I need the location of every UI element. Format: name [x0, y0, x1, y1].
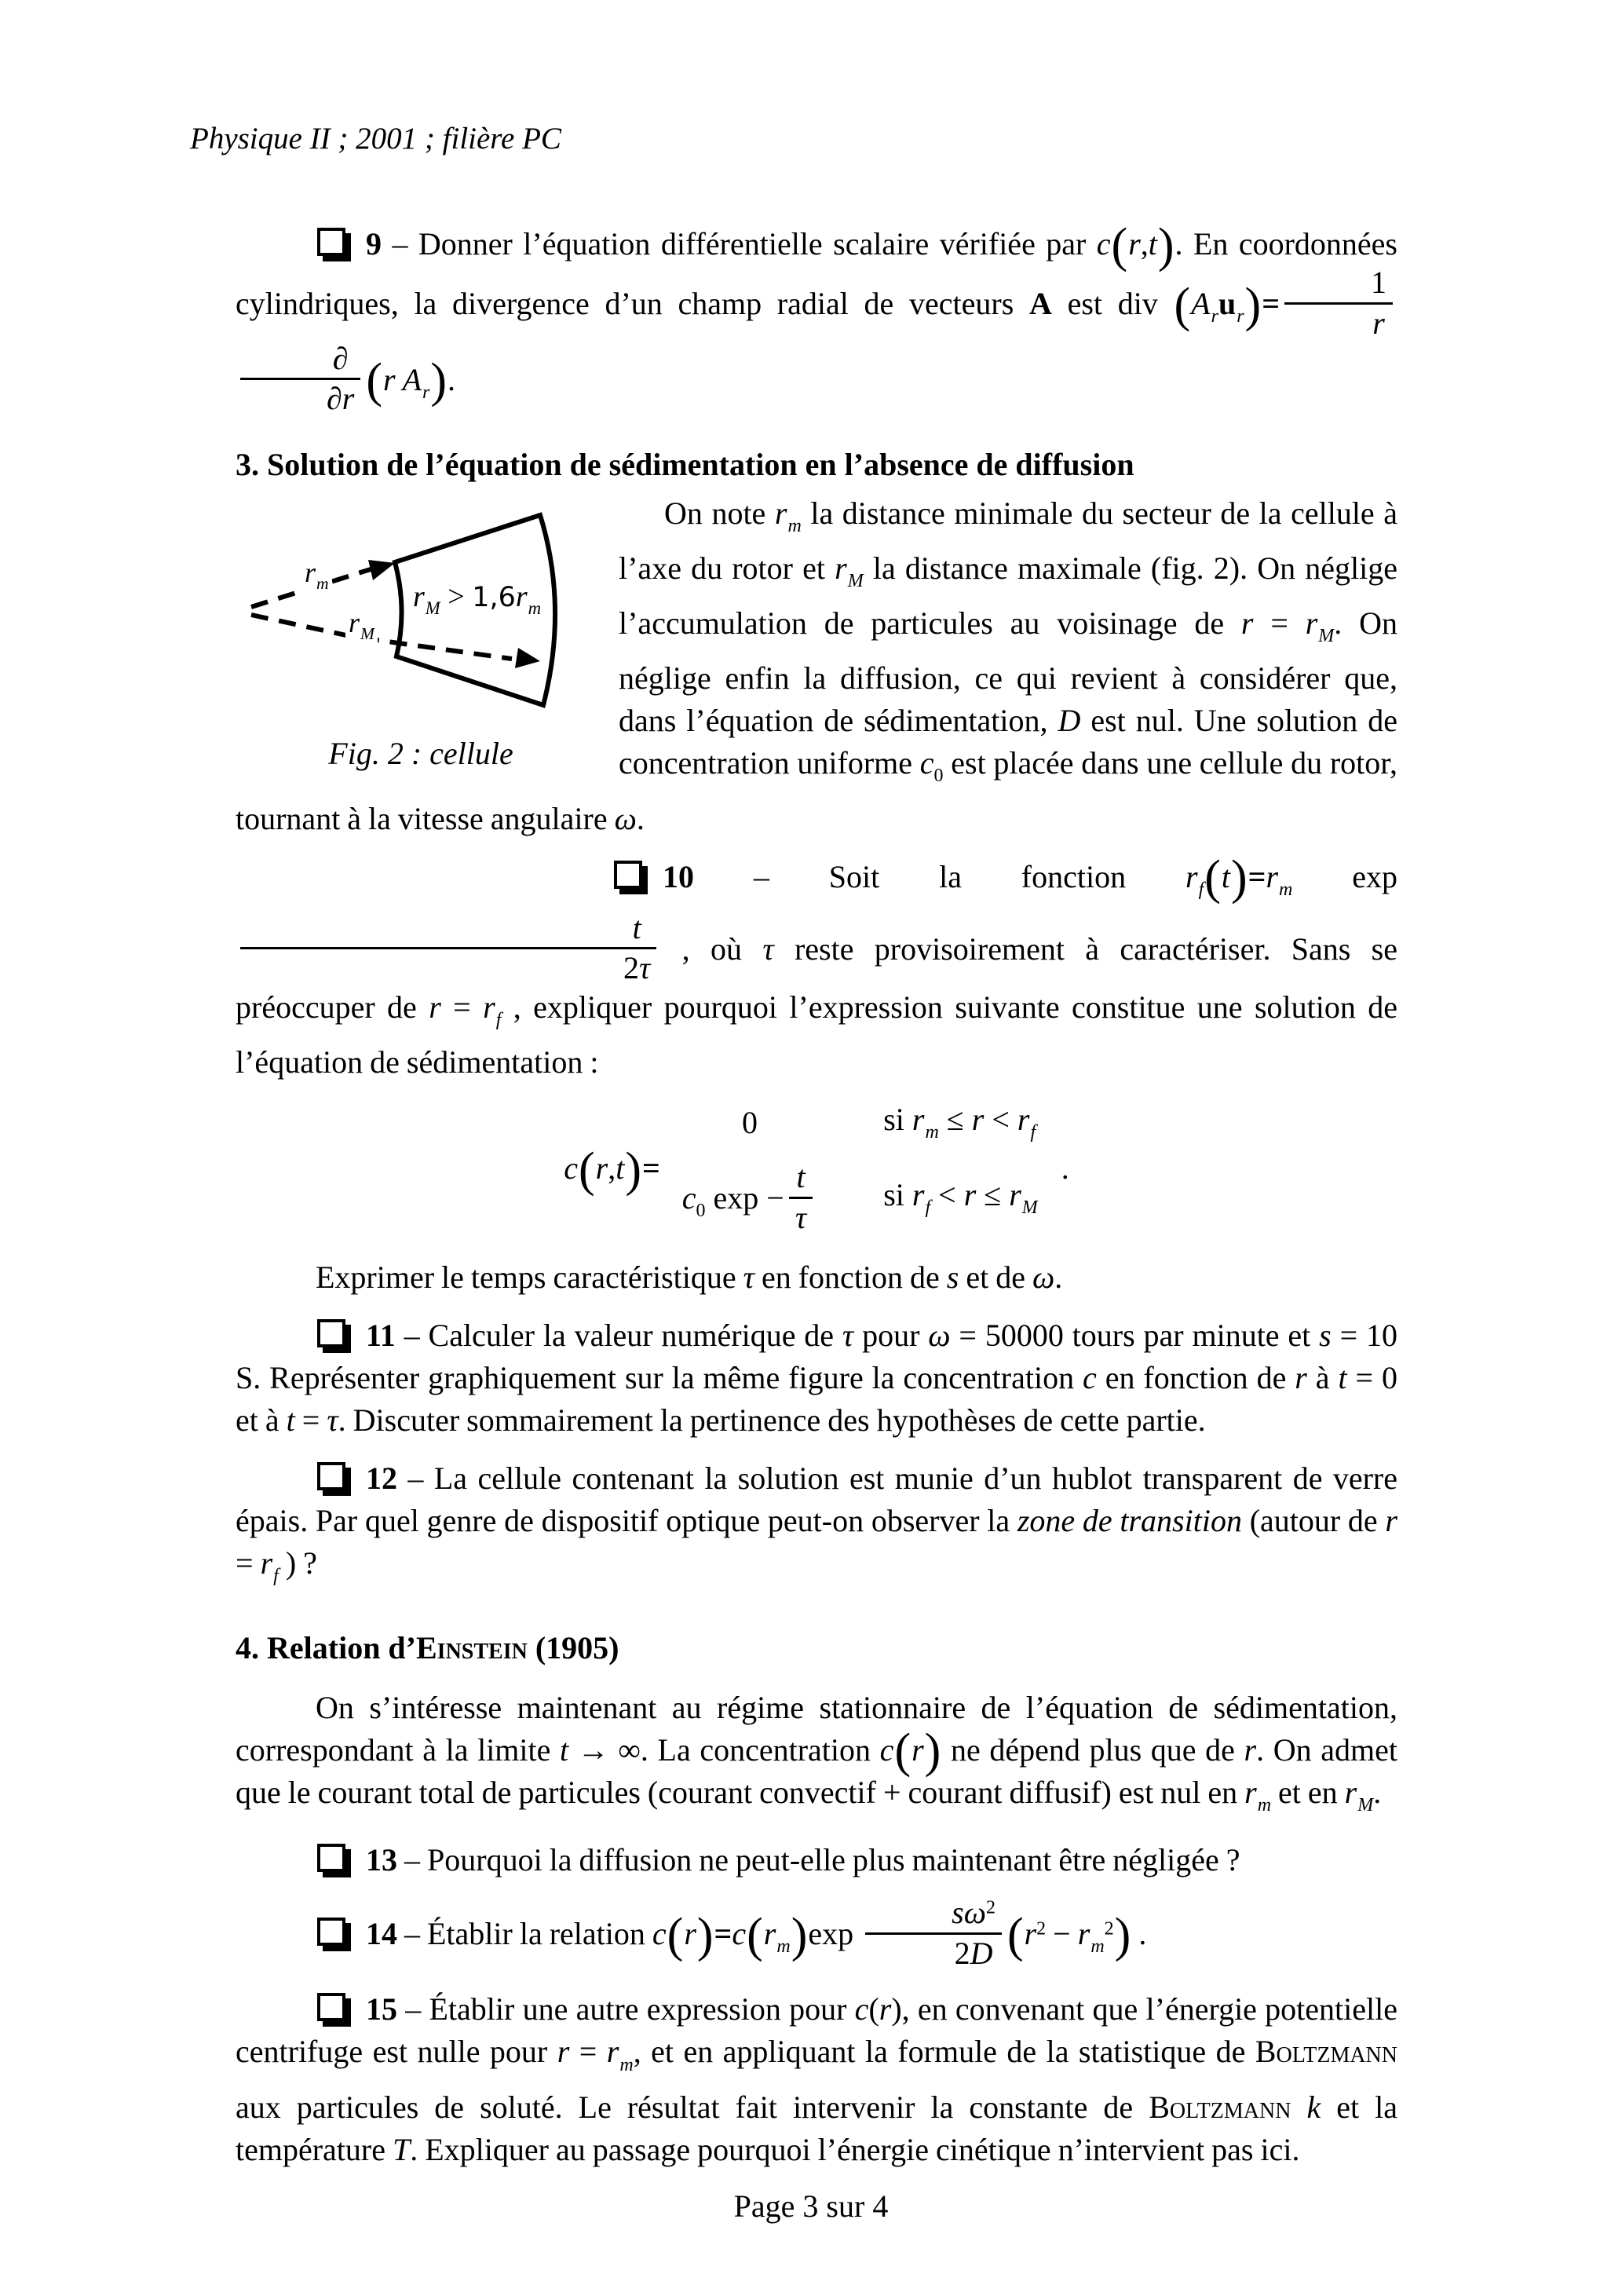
text-run: exp: [808, 1915, 861, 1951]
text-run: – Calculer la valeur numérique de: [404, 1317, 842, 1353]
rm-arrowhead-icon: [368, 560, 395, 580]
text-run: r: [1344, 1774, 1357, 1810]
question-12: [236, 1457, 1397, 1597]
text-run: exp: [1292, 858, 1398, 894]
text-run: r: [1128, 226, 1141, 261]
fraction-numerator: [789, 1160, 813, 1199]
text-run: = 50000 tours par minute et: [950, 1317, 1320, 1353]
text-run: =: [1262, 286, 1280, 321]
text-run: m: [925, 1122, 939, 1143]
text-run: ∂: [327, 381, 342, 417]
text-run: → ∞. La concentration: [568, 1731, 880, 1768]
case-1-value: [742, 1104, 758, 1142]
text-run: la distance minimale du secteur de la cellule à l’axe du rotor et: [619, 495, 1397, 587]
text-run: la distance maximale (fig. 2). On néglige l’accumulation de particules au voisinage de: [619, 550, 1397, 642]
text-run: 0: [696, 1201, 706, 1222]
text-run: f: [495, 1010, 502, 1031]
text-run: est nul. Une solution de concentration uniforme: [619, 703, 1397, 781]
text-run: en fonction de: [1096, 1359, 1295, 1395]
text-run: 1,6: [472, 582, 516, 614]
text-run: k: [1306, 2089, 1321, 2125]
text-run: r: [1240, 605, 1254, 642]
text-run: r: [1237, 306, 1244, 327]
text-run: r: [383, 361, 396, 397]
figure-label-rm: [301, 558, 332, 593]
text-run: r: [1024, 1915, 1037, 1951]
text-run: r: [1266, 858, 1279, 894]
text-run: A: [1191, 286, 1211, 321]
text-run: est placée dans une cellule du rotor, tournant à la vitesse angulaire: [236, 745, 1398, 836]
text-run: Boltzmann: [1255, 2034, 1397, 2070]
shadowed-square-checkbox-icon: [317, 1918, 345, 1946]
text-run: 2: [623, 950, 639, 986]
text-run: m: [776, 1936, 791, 1957]
text-run: (: [1174, 278, 1191, 332]
question-11: [236, 1314, 1397, 1442]
text-run: M: [1021, 1197, 1038, 1219]
text-run: r: [1009, 1176, 1021, 1212]
text-run: τ: [842, 1317, 854, 1353]
text-run: u: [1218, 286, 1237, 321]
text-run: D: [970, 1935, 993, 1971]
text-run: r: [971, 1102, 985, 1138]
fraction: [240, 342, 360, 418]
text-run: =: [641, 1150, 660, 1186]
text-run: ): [696, 1908, 714, 1962]
text-run: t: [616, 1150, 625, 1186]
text-run: ω: [1032, 1259, 1055, 1295]
text-run: (: [1006, 1908, 1024, 1962]
text-run: r: [595, 1150, 608, 1186]
text-run: t: [1148, 226, 1157, 261]
text-run: s: [952, 1894, 964, 1930]
text-run: r: [429, 989, 441, 1026]
text-run: si: [883, 1102, 912, 1138]
text-run: reste provisoirement à caractériser. Sans se préoccuper de: [236, 930, 1397, 1026]
text-run: r: [1385, 1502, 1397, 1538]
text-run: (: [667, 1908, 684, 1962]
text-run: si: [883, 1176, 912, 1212]
text-run: ) ?: [278, 1545, 317, 1581]
text-run: r: [1244, 1774, 1257, 1810]
text-run: ): [924, 1724, 941, 1779]
text-run: t: [286, 1402, 295, 1438]
text-run: 2: [1036, 1918, 1047, 1940]
shadowed-square-checkbox-icon: [614, 861, 642, 889]
text-run: m: [619, 2054, 634, 2075]
text-run: M: [1318, 626, 1335, 647]
fraction-denominator: [789, 1199, 813, 1236]
text-run: c: [879, 1731, 894, 1768]
text-run: – Soit la fonction: [753, 858, 1185, 894]
text-run: ,: [1140, 226, 1149, 261]
text-run: = 0 et à: [236, 1359, 1397, 1438]
question-14: [236, 1896, 1397, 1972]
text-run: =: [294, 1402, 327, 1438]
text-run: Einstein: [416, 1629, 528, 1665]
text-run: (1905): [527, 1629, 619, 1665]
text-run: en fonction de: [754, 1259, 947, 1295]
text-run: – La cellule contenant la solution est munie d’un hublot transparent de verre épais. Par quel genre de dispositif optique peut-on observer la: [236, 1460, 1398, 1538]
text-run: f: [1030, 1122, 1036, 1143]
shadowed-square-checkbox-icon: [317, 1993, 345, 2021]
text-run: .: [1054, 1259, 1063, 1295]
question-15: [236, 1988, 1397, 2170]
shadowed-square-checkbox-icon: [317, 1844, 345, 1872]
text-run: – Établir une autre expression pour: [405, 1991, 855, 2027]
text-run: t: [632, 909, 641, 945]
text-run: à: [1306, 1359, 1339, 1395]
text-run: c: [564, 1150, 578, 1186]
fraction-numerator: [240, 342, 360, 381]
text-run: M: [360, 624, 375, 644]
text-run: c: [919, 745, 934, 781]
page-content: [190, 0, 1398, 2171]
text-run: <: [984, 1102, 1017, 1138]
text-run: r: [515, 580, 528, 614]
text-run: (: [1111, 218, 1128, 272]
text-run: r: [422, 382, 430, 403]
text-run: pour: [853, 1317, 929, 1353]
text-run: c: [652, 1915, 667, 1951]
text-run: 15: [366, 1991, 406, 2027]
text-run: (: [366, 354, 382, 408]
text-run: r: [684, 1915, 696, 1951]
text-run: M: [425, 598, 440, 618]
text-run: , où: [661, 930, 763, 967]
text-run: Exprimer le temps caractéristique: [316, 1259, 743, 1295]
text-run: −: [766, 1180, 784, 1216]
text-run: [396, 362, 403, 397]
text-run: (autour de: [1241, 1502, 1386, 1538]
text-run: [1291, 2089, 1306, 2125]
text-run: aux particules de soluté. Le résultat fait intervenir la constante de: [236, 2089, 1149, 2125]
fraction: [1284, 265, 1393, 342]
text-run: 10: [663, 858, 754, 894]
fraction-denominator: [1284, 305, 1393, 342]
text-run: r: [911, 1176, 925, 1212]
text-run: ), en convenant que l’énergie potentielle centrifuge est nulle pour: [236, 1991, 1398, 2070]
figure-label-rM: [345, 609, 378, 643]
fraction: [240, 911, 656, 987]
text-run: m: [1279, 879, 1293, 900]
text-run: c: [681, 1180, 696, 1216]
page-header: Physique II ; 2001 ; filière PC: [190, 122, 561, 155]
figure-2: [236, 497, 606, 773]
text-run: 14: [366, 1915, 404, 1951]
rM-arrowhead-icon: [515, 648, 540, 668]
text-run: 2: [1104, 1918, 1114, 1940]
text-run: m: [787, 516, 802, 537]
section-3-heading: 3. Solution de l’équation de sédimentation en l’absence de diffusion: [236, 447, 1134, 483]
fraction-numerator: [1284, 265, 1393, 305]
text-run: t: [1221, 858, 1231, 894]
text-run: ): [1231, 851, 1248, 905]
text-run: (: [1204, 851, 1221, 905]
text-run: m: [1090, 1936, 1105, 1957]
text-run: ): [791, 1908, 808, 1962]
text-run: =: [714, 1915, 732, 1951]
text-run: r: [1017, 1102, 1030, 1138]
text-run: – Pourquoi la diffusion ne peut-elle plus maintenant être négligée ?: [404, 1841, 1240, 1877]
text-run: A: [1028, 286, 1052, 321]
text-run: τ: [762, 930, 774, 967]
text-run: r: [911, 1731, 924, 1768]
text-run: r: [342, 381, 355, 417]
text-run: – Donner l’équation différentielle scalaire vérifiée par: [392, 226, 1097, 261]
text-run: 0: [741, 1104, 758, 1140]
text-run: . En coordonnées cylindriques, la divergence d’un champ radial de vecteurs: [236, 226, 1397, 321]
text-run: (: [578, 1143, 595, 1197]
question-9: [236, 218, 1397, 417]
equation-lhs: [564, 1143, 660, 1197]
text-run: c: [1083, 1359, 1097, 1395]
shadowed-square-checkbox-icon: [317, 1319, 345, 1347]
text-run: f: [1198, 879, 1204, 900]
text-run: r: [606, 2034, 619, 2070]
case-1-condition: [883, 1101, 1036, 1144]
text-run: =: [569, 2034, 607, 2070]
text-run: ): [1244, 278, 1262, 332]
text-run: t: [1338, 1359, 1347, 1395]
text-run: (: [868, 1991, 879, 2027]
text-run: 1: [1371, 265, 1386, 300]
text-run: −: [1046, 1915, 1078, 1951]
text-run: r: [835, 550, 847, 587]
text-run: s: [1319, 1317, 1332, 1353]
tau-instruction: [236, 1256, 1397, 1299]
text-run: = 10 S. Représenter graphiquement sur la même figure la concentration: [236, 1317, 1398, 1395]
text-run: et la température: [236, 2089, 1398, 2167]
text-run: m: [528, 598, 542, 618]
fraction-numerator: [240, 911, 656, 950]
text-run: r: [260, 1545, 273, 1581]
text-run: <: [930, 1176, 964, 1212]
text-run: r: [557, 2034, 570, 2070]
text-run: 11: [366, 1317, 404, 1353]
text-run: f: [925, 1197, 931, 1219]
text-run: D: [1058, 703, 1081, 739]
text-run: r: [413, 580, 425, 614]
text-run: 12: [366, 1460, 408, 1496]
text-run: t: [796, 1159, 806, 1195]
text-run: τ: [743, 1259, 754, 1295]
text-run: On note: [664, 495, 775, 532]
section-4-heading: [236, 1627, 1397, 1669]
text-run: r: [1077, 1915, 1090, 1951]
text-run: ∂: [332, 340, 349, 376]
text-run: ,: [608, 1150, 616, 1186]
text-run: ≤: [938, 1102, 972, 1138]
text-run: . Expliquer au passage pourquoi l’énergie cinétique n’intervient pas ici.: [410, 2131, 1300, 2167]
text-run: =: [236, 1545, 261, 1581]
text-run: t: [560, 1731, 569, 1768]
figure-label-condition: [410, 582, 544, 617]
text-run: , et en appliquant la formule de la statistique de: [633, 2034, 1255, 2070]
page-number: Page 3 sur 4: [733, 2188, 889, 2224]
text-run: =: [440, 989, 484, 1026]
text-run: .: [636, 800, 645, 836]
text-run: r: [763, 1915, 776, 1951]
fraction-numerator: [865, 1896, 1002, 1935]
text-run: , expliquer pourquoi l’expression suivante constitue une solution de l’équation de sédimentation :: [236, 989, 1398, 1080]
text-run: M: [1357, 1794, 1374, 1815]
text-run: =: [1248, 858, 1266, 894]
text-run: r: [1244, 1731, 1257, 1768]
text-run: On s’intéresse maintenant au régime stationnaire de l’équation de sédimentation, correspondant à la limite: [236, 1689, 1397, 1768]
text-run: τ: [327, 1402, 338, 1438]
text-run: . On admet que le courant total de particules (courant convectif + courant diffusif) est nul en: [236, 1731, 1397, 1810]
text-run: .: [1373, 1774, 1382, 1810]
text-run: 4. Relation d’: [236, 1629, 416, 1665]
text-run: Boltzmann: [1149, 2089, 1291, 2125]
text-run: ≤: [976, 1176, 1010, 1212]
text-run: .: [1131, 1915, 1147, 1951]
text-run: >: [440, 580, 473, 614]
text-run: r: [305, 557, 316, 589]
text-run: (: [747, 1908, 763, 1962]
text-run: r: [1295, 1359, 1307, 1395]
question-10: [236, 851, 1398, 1084]
text-run: 9: [366, 226, 393, 261]
figure-caption: Fig. 2 : cellule: [328, 736, 513, 772]
text-run: ω: [928, 1317, 951, 1353]
text-run: (: [894, 1724, 911, 1779]
text-run: ): [625, 1143, 641, 1197]
text-run: c: [854, 1991, 869, 2027]
shadowed-square-checkbox-icon: [317, 1462, 345, 1490]
text-run: 0: [933, 766, 944, 787]
text-run: 13: [366, 1841, 404, 1877]
text-run: T: [393, 2131, 411, 2167]
text-run: r: [963, 1176, 977, 1212]
text-run: r: [911, 1102, 925, 1138]
fraction: [789, 1160, 813, 1236]
case-2-condition: [883, 1176, 1038, 1219]
equation-period: .: [1061, 1150, 1069, 1186]
text-run: et en: [1271, 1774, 1345, 1810]
fraction: [865, 1896, 1002, 1972]
piecewise-concentration-equation: [236, 1101, 1397, 1235]
text-run: 2: [985, 1897, 995, 1918]
text-run: r: [879, 1991, 892, 2027]
case-2-value: [682, 1160, 817, 1236]
text-run: zone de transition: [1017, 1502, 1242, 1538]
text-run: r: [1185, 858, 1198, 894]
text-run: r: [349, 607, 360, 639]
text-run: ne dépend plus que de: [941, 1731, 1244, 1768]
text-run: c: [1096, 226, 1111, 261]
text-run: A: [402, 361, 422, 397]
text-run: .: [448, 361, 456, 397]
fraction-denominator: [240, 380, 360, 417]
text-run: est div: [1051, 286, 1174, 321]
text-run: f: [273, 1565, 279, 1586]
question-13: [236, 1839, 1397, 1881]
text-run: r: [483, 989, 495, 1026]
equation-cases: [682, 1101, 1038, 1235]
text-run: 2: [954, 1935, 970, 1971]
text-run: et de: [959, 1259, 1032, 1295]
text-run: . On néglige enfin la diffusion, ce qui revient à considérer que, dans l’équation de sédimentation,: [619, 605, 1398, 739]
fraction-denominator: [240, 949, 656, 986]
text-run: m: [1257, 1794, 1272, 1815]
text-run: exp: [705, 1180, 767, 1216]
text-run: =: [1253, 605, 1306, 642]
text-run: c: [732, 1915, 747, 1951]
text-run: M: [847, 571, 864, 592]
text-run: r: [1372, 305, 1385, 341]
fraction-denominator: [865, 1935, 1002, 1972]
text-run: ω: [614, 800, 637, 836]
text-run: ω: [963, 1894, 986, 1930]
text-run: r: [1305, 605, 1318, 642]
text-run: τ: [639, 950, 651, 986]
text-run: ): [430, 354, 448, 408]
text-run: ): [1114, 1908, 1131, 1962]
text-run: – Établir la relation: [404, 1915, 652, 1951]
text-run: r: [1211, 306, 1218, 327]
section-3-body: [236, 492, 1397, 839]
text-run: ): [1157, 218, 1174, 272]
text-run: τ: [795, 1199, 807, 1235]
shadowed-square-checkbox-icon: [317, 228, 345, 256]
section-4-paragraph: [236, 1687, 1397, 1826]
text-run: m: [316, 574, 329, 594]
text-run: r: [774, 495, 787, 532]
text-run: . Discuter sommairement la pertinence des hypothèses de cette partie.: [338, 1402, 1206, 1438]
rM-arrow-line: [251, 615, 512, 659]
text-run: s: [946, 1259, 959, 1295]
